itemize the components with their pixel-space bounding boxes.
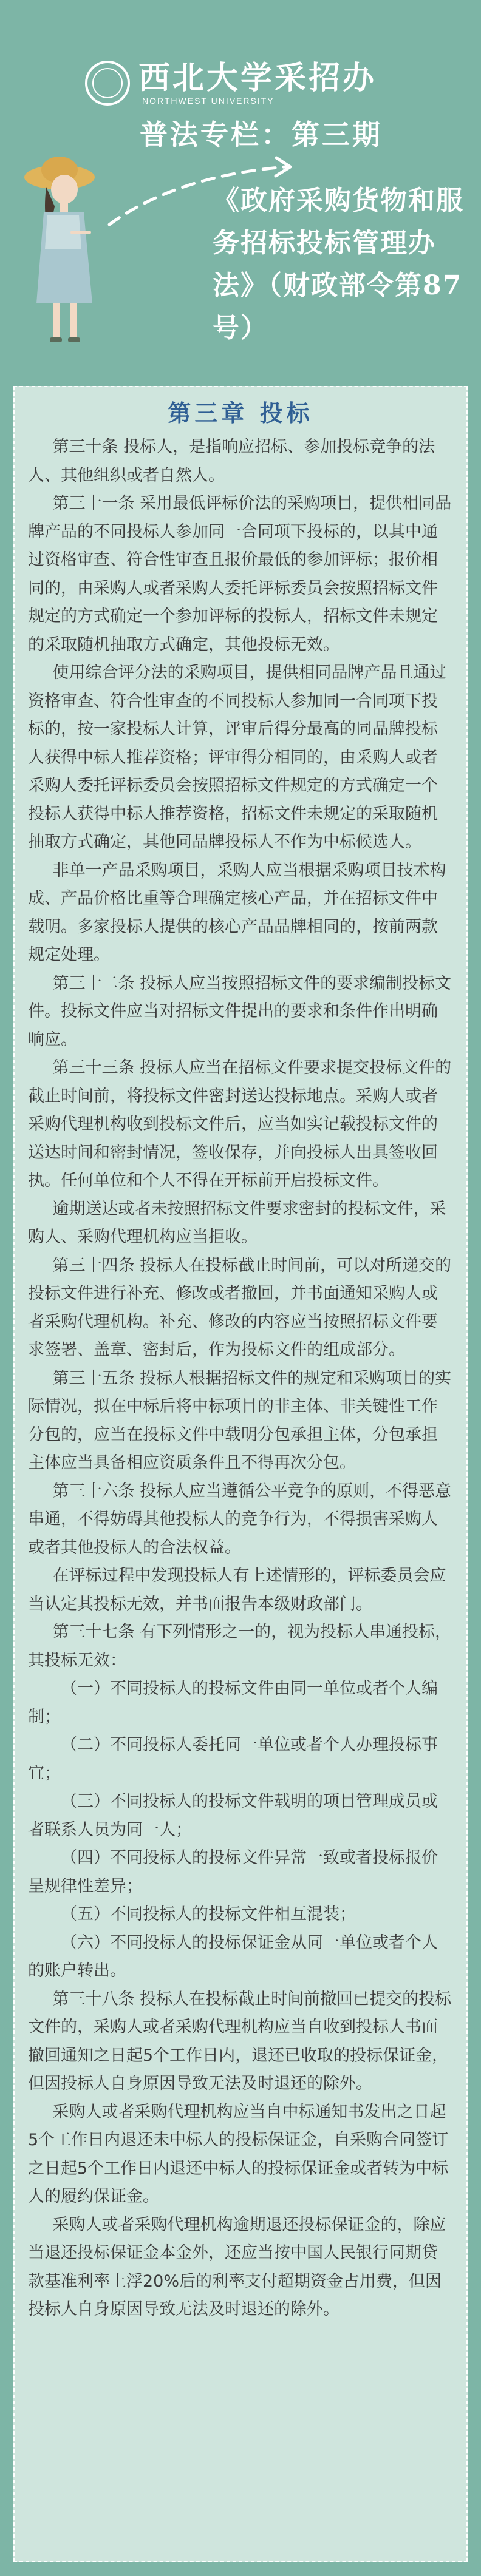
girl-with-hat-illustration-icon bbox=[12, 152, 109, 352]
brand-subtitle: NORTHWEST UNIVERSITY bbox=[142, 96, 275, 106]
university-emblem-icon bbox=[85, 61, 130, 106]
brand-logo bbox=[85, 56, 377, 110]
paragraph: 第三十二条 投标人应当按照招标文件的要求编制投标文件。投标文件应当对招标文件提出的要求和条件作出明确响应。 bbox=[28, 973, 452, 1049]
paragraph: 第三十五条 投标人根据招标文件的规定和采购项目的实际情况，拟在中标后将中标项目的非主体、非关键性工作分包的，应当在投标文件中载明分包承担主体，分包承担主体应当具备相应资质条件且不得再次分包。 bbox=[28, 1368, 452, 1472]
paragraph: 第三十六条 投标人应当遵循公平竞争的原则，不得恶意串通，不得妨碍其他投标人的竞争行为，不得损害采购人或者其他投标人的合法权益。 bbox=[28, 1481, 452, 1557]
column-title: 普法专栏：第三期 bbox=[140, 118, 383, 151]
list-item: （五）不同投标人的投标文件相互混装； bbox=[61, 1905, 356, 1924]
paragraph: 第三十一条 采用最低评标价法的采购项目，提供相同品牌产品的不同投标人参加同一合同项下投标的，以其中通过资格审查、符合性审查且报价最低的参加评标；报价相同的，由采购人或者采购人委托评标委员会按照招标文件规定的方式确定一个参加评标的投标人，招标文件未规定的采取随机抽取方式确定，其他投标无效。 bbox=[28, 494, 452, 654]
paragraph: 第三十七条 有下列情形之一的，视为投标人串通投标，其投标无效： bbox=[28, 1623, 452, 1670]
law-title: 《政府采购货物和服务招标投标管理办法》（财政部令第87号） bbox=[213, 185, 464, 343]
chapter-title: 第三章 投标 bbox=[168, 399, 313, 427]
list-item: （六）不同投标人的投标保证金从同一单位或者个人的账户转出。 bbox=[28, 1933, 438, 1980]
header-banner bbox=[0, 0, 481, 370]
paragraph: 采购人或者采购代理机构应当自中标通知书发出之日起5个工作日内退还未中标人的投标保证金，自采购合同签订之日起5个工作日内退还中标人的投标保证金或者转为中标人的履约保证金。 bbox=[28, 2102, 449, 2206]
paragraph: 第三十四条 投标人在投标截止时间前，可以对所递交的投标文件进行补充、修改或者撤回，并书面通知采购人或者采购代理机构。补充、修改的内容应当按照招标文件要求签署、盖章、密封后，作为投标文件的组成部分。 bbox=[28, 1256, 452, 1359]
paragraph: 逾期送达或者未按照招标文件要求密封的投标文件，采购人、采购代理机构应当拒收。 bbox=[28, 1199, 446, 1246]
paragraph: 采购人或者采购代理机构逾期退还投标保证金的，除应当退还投标保证金本金外，还应当按中国人民银行同期贷款基准利率上浮20%后的利率支付超期资金占用费，但因投标人自身原因导致无法及时退还的除外。 bbox=[28, 2215, 446, 2319]
paragraph: 第三十三条 投标人应当在招标文件要求提交投标文件的截止时间前，将投标文件密封送达投标地点。采购人或者采购代理机构收到投标文件后，应当如实记载投标文件的送达时间和密封情况，签收保存，并向投标人出具签收回执。任何单位和个人不得在开标前开启投标文件。 bbox=[28, 1058, 452, 1190]
paragraph: 使用综合评分法的采购项目，提供相同品牌产品且通过资格审查、符合性审查的不同投标人参加同一合同项下投标的，按一家投标人计算，评审后得分最高的同品牌投标人获得中标人推荐资格；评审得分相同的，由采购人或者采购人委托评标委员会按照招标文件规定的方式确定一个投标人获得中标人推荐资格，招标文件未规定的采取随机抽取方式确定，其他同品牌投标人不作为中标候选人。 bbox=[28, 663, 446, 851]
paragraph: 非单一产品采购项目，采购人应当根据采购项目技术构成、产品价格比重等合理确定核心产品，并在招标文件中载明。多家投标人提供的核心产品品牌相同的，按前两款规定处理。 bbox=[28, 860, 446, 964]
paragraph: 第三十条 投标人，是指响应招标、参加投标竞争的法人、其他组织或者自然人。 bbox=[28, 438, 435, 485]
content-panel bbox=[13, 386, 468, 2562]
list-item: （二）不同投标人委托同一单位或者个人办理投标事宜； bbox=[28, 1736, 438, 1783]
list-item: （一）不同投标人的投标文件由同一单位或者个人编制； bbox=[28, 1679, 438, 1726]
list-item: （四）不同投标人的投标文件异常一致或者投标报价呈规律性差异； bbox=[28, 1848, 438, 1896]
brand-name: 西北大学采招办 bbox=[138, 59, 377, 96]
list-item: （三）不同投标人的投标文件载明的项目管理成员或者联系人员为同一人； bbox=[28, 1792, 438, 1839]
paragraph: 第三十八条 投标人在投标截止时间前撤回已提交的投标文件的，采购人或者采购代理机构应当自收到投标人书面撤回通知之日起5个工作日内，退还已收取的投标保证金，但因投标人自身原因导致无法及时退还的除外。 bbox=[28, 1989, 452, 2093]
paragraph: 在评标过程中发现投标人有上述情形的，评标委员会应当认定其投标无效，并书面报告本级财政部门。 bbox=[28, 1566, 446, 1614]
